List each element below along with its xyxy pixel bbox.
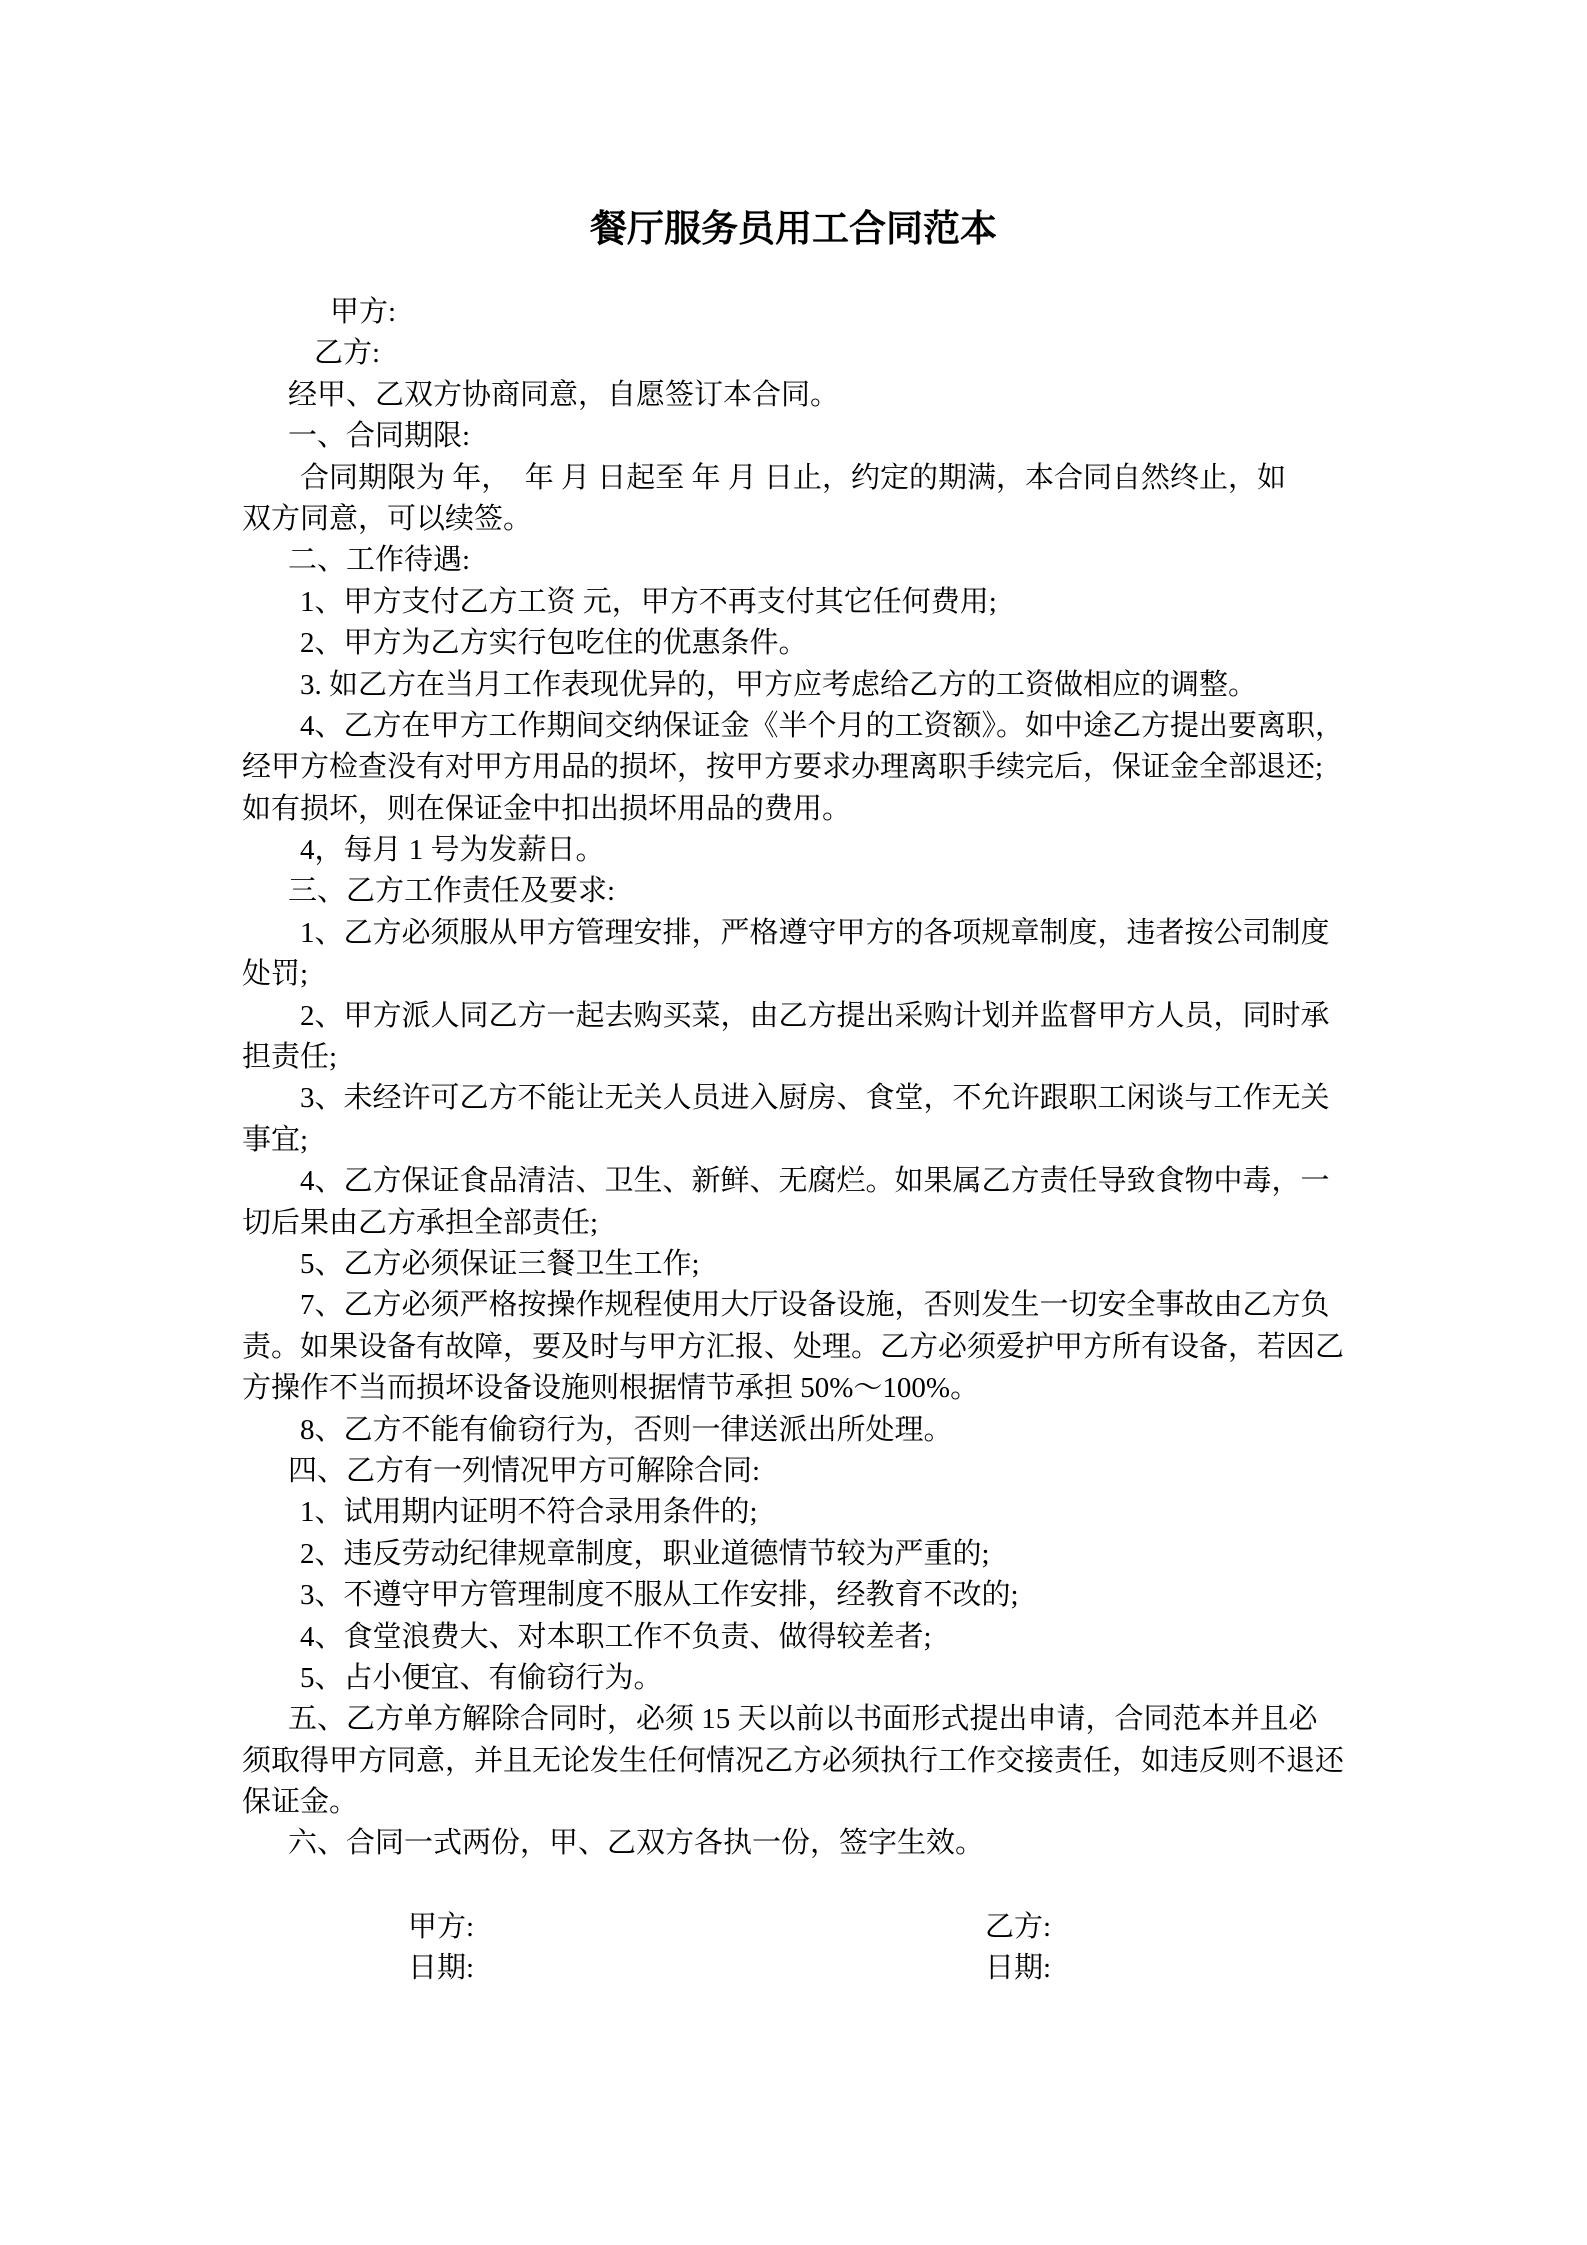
contract-line: 责。如果设备有故障，要及时与甲方汇报、处理。乙方必须爱护甲方所有设备，若因乙 (242, 1330, 1345, 1363)
contract-line: 经甲方检查没有对甲方用品的损坏，按甲方要求办理离职手续完后，保证金全部退还; (242, 751, 1324, 784)
contract-line: 5、占小便宜、有偷窃行为。 (300, 1661, 663, 1694)
party-a-signature-label: 甲方: (408, 1910, 475, 1943)
contract-line: 切后果由乙方承担全部责任; (242, 1206, 599, 1239)
date-row (408, 1948, 1587, 1989)
party-a-date-label: 日期: (408, 1952, 475, 1985)
section-2-heading: 二、工作待遇: (288, 544, 471, 577)
contract-line: 2、违反劳动纪律规章制度，职业道德情节较为严重的; (300, 1537, 990, 1570)
party-b-line: 乙方: (314, 337, 381, 370)
contract-line: 2、甲方为乙方实行包吃住的优惠条件。 (300, 627, 808, 660)
contract-line: 8、乙方不能有偷窃行为，否则一律送派出所处理。 (300, 1413, 953, 1446)
signature-row (408, 1907, 1587, 1948)
contract-line: 保证金。 (242, 1786, 359, 1819)
contract-line: 4、食堂浪费大、对本职工作不负责、做得较差者; (300, 1620, 932, 1653)
contract-line: 3、未经许可乙方不能让无关人员进入厨房、食堂，不允许跟职工闲谈与工作无关 (300, 1082, 1330, 1115)
section-5-heading: 五、乙方单方解除合同时，必须 15 天以前以书面形式提出申请，合同范本并且必 (288, 1703, 1318, 1736)
contract-line: 处罚; (242, 958, 309, 991)
contract-line: 3、不遵守甲方管理制度不服从工作安排，经教育不改的; (300, 1579, 1019, 1612)
contract-line: 方操作不当而损坏设备设施则根据情节承担 50%～100%。 (242, 1372, 980, 1405)
contract-line: 事宜; (242, 1123, 309, 1156)
contract-line: 如有损坏，则在保证金中扣出损坏用品的费用。 (242, 792, 852, 825)
contract-line: 担责任; (242, 1041, 338, 1074)
contract-line: 双方同意，可以续签。 (242, 502, 533, 535)
contract-line: 3. 如乙方在当月工作表现优异的，甲方应考虑给乙方的工资做相应的调整。 (300, 668, 1258, 701)
contract-line: 5、乙方必须保证三餐卫生工作; (300, 1247, 700, 1280)
section-4-heading: 四、乙方有一列情况甲方可解除合同: (288, 1454, 761, 1487)
contract-line: 1、甲方支付乙方工资 元，甲方不再支付其它任何费用; (300, 585, 997, 618)
signature-block (408, 1907, 1587, 1990)
contract-line: 1、试用期内证明不符合录用条件的; (300, 1496, 758, 1529)
contract-line: 合同期限为 年， 年 月 日起至 年 月 日止，约定的期满，本合同自然终止，如 (300, 461, 1287, 494)
contract-line: 4，每月 1 号为发薪日。 (300, 834, 605, 867)
contract-line: 1、乙方必须服从甲方管理安排，严格遵守甲方的各项规章制度，违者按公司制度 (300, 916, 1330, 949)
party-b-date-label: 日期: (985, 1952, 1052, 1985)
contract-line: 2、甲方派人同乙方一起去购买菜，由乙方提出采购计划并监督甲方人员，同时承 (300, 999, 1330, 1032)
contract-body (242, 292, 1345, 1865)
contract-line: 须取得甲方同意，并且无论发生任何情况乙方必须执行工作交接责任，如违反则不退还 (242, 1744, 1345, 1777)
contract-line: 4、乙方在甲方工作期间交纳保证金《半个月的工资额》。如中途乙方提出要离职， (300, 709, 1345, 742)
contract-line: 4、乙方保证食品清洁、卫生、新鲜、无腐烂。如果属乙方责任导致食物中毒，一 (300, 1165, 1330, 1198)
preamble-line: 经甲、乙双方协商同意，自愿签订本合同。 (288, 378, 840, 411)
section-1-heading: 一、合同期限: (288, 420, 471, 453)
party-a-line: 甲方: (330, 296, 397, 328)
party-b-signature-label: 乙方: (985, 1910, 1052, 1943)
document-title: 餐厅服务员用工合同范本 (590, 209, 997, 250)
section-3-heading: 三、乙方工作责任及要求: (288, 875, 616, 908)
section-6-heading: 六、合同一式两份，甲、乙双方各执一份，签字生效。 (288, 1827, 985, 1860)
contract-line: 7、乙方必须严格按操作规程使用大厅设备设施，否则发生一切安全事故由乙方负 (300, 1289, 1330, 1322)
